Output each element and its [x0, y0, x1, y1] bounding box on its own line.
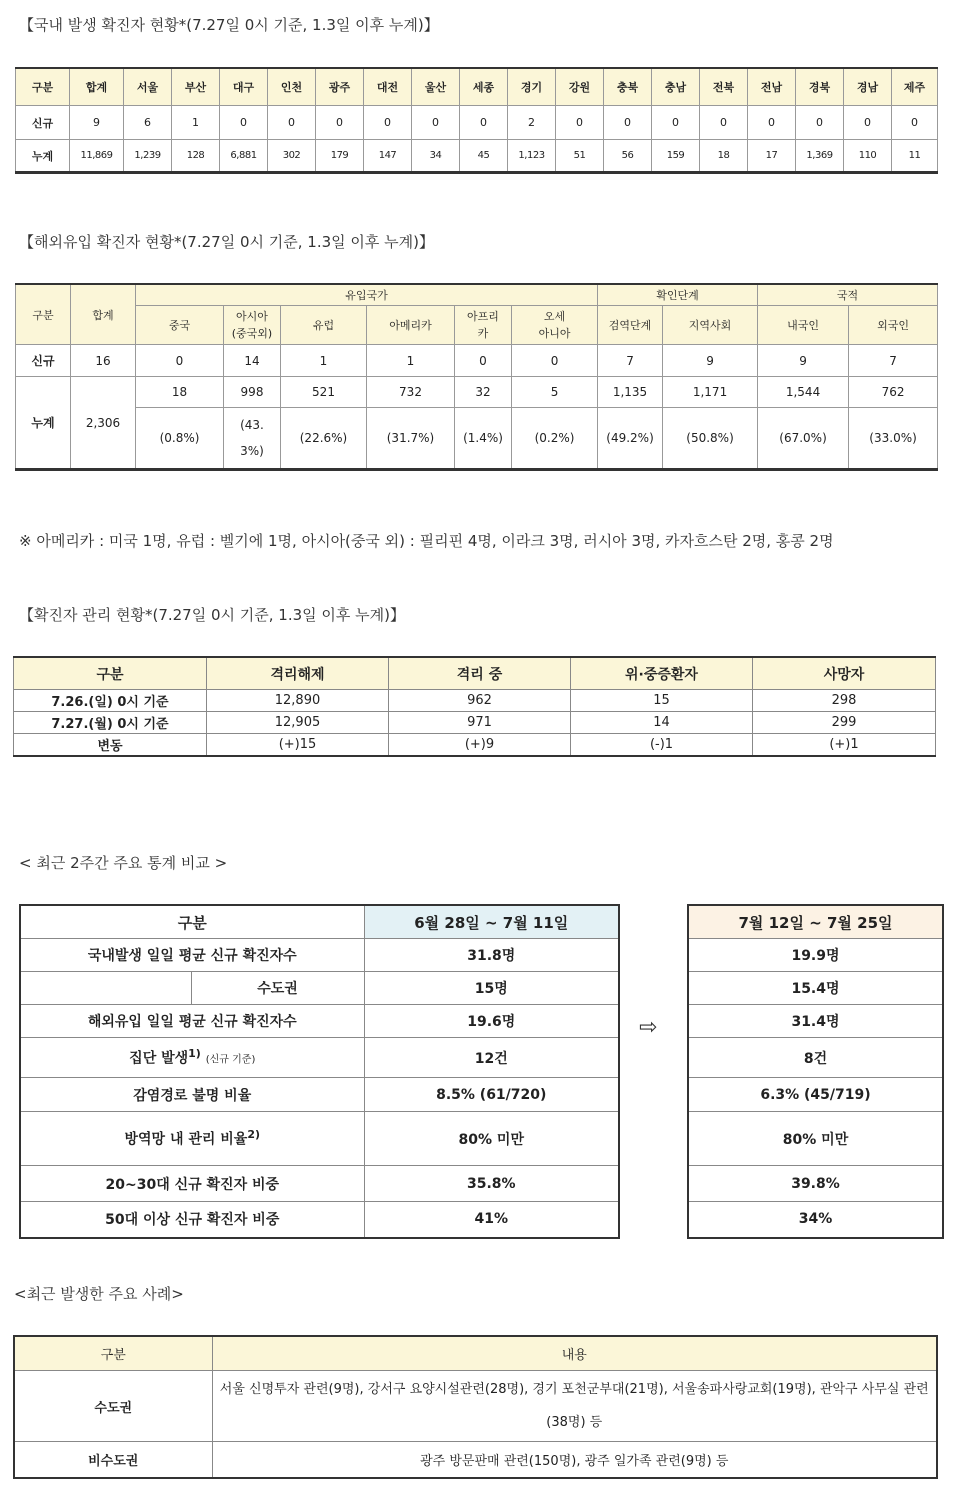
new-cell: 9: [663, 345, 758, 377]
header-confirm-stage: 확인단계: [598, 284, 758, 306]
cumulative-cell: 1,171: [663, 377, 758, 408]
row-label-cumulative: 누계: [16, 140, 70, 173]
header-community: 지역사회: [663, 306, 758, 345]
managed-ratio-p2: 80% 미만: [688, 1112, 943, 1166]
value-cell: (-)1: [571, 734, 753, 757]
header-cell: 구분: [16, 68, 70, 106]
row-label: 7.27.(월) 0시 기준: [14, 712, 207, 734]
value-cell: 299: [753, 712, 936, 734]
row-domestic-daily-avg: 국내발생 일일 평균 신규 확진자수: [20, 939, 364, 972]
new-cell: 2: [508, 106, 556, 140]
new-cell: 1: [172, 106, 220, 140]
header-cell: 전남: [748, 68, 796, 106]
imported-cases-table: [15, 283, 938, 471]
comparison-title: < 최근 2주간 주요 통계 비교 >: [19, 854, 228, 872]
value-cell: 298: [753, 690, 936, 712]
cumulative-pct-cell: (67.0%): [758, 408, 849, 470]
new-cell: 0: [220, 106, 268, 140]
cumulative-cell: 128: [172, 140, 220, 173]
cumulative-cell: 11,869: [70, 140, 124, 173]
new-cell: 0: [460, 106, 508, 140]
capital-area-cases: 서울 신명투자 관련(9명), 강서구 요양시설관련(28명), 경기 포천군부대(21명), 서울송파사랑교회(19명), 관악구 사무실 관련(38명) 등: [212, 1371, 937, 1442]
new-cell: 0: [796, 106, 844, 140]
row-managed-ratio: 방역망 내 관리 비율$^{2)}$: [20, 1112, 364, 1166]
new-cell: 0: [652, 106, 700, 140]
capital-area-p2: 15.4명: [688, 972, 943, 1005]
header-nationality: 국적: [758, 284, 938, 306]
row-imported-daily-avg: 해외유입 일일 평균 신규 확진자수: [20, 1005, 364, 1038]
cumulative-cell: 147: [364, 140, 412, 173]
imported-note: ※ 아메리카 : 미국 1명, 유럽 : 벨기에 1명, 아시아(중국 외) : 필리핀 4명, 이라크 3명, 러시아 3명, 카자흐스탄 2명, 홍콩 2명: [19, 532, 834, 550]
cumulative-pct-cell: (22.6%): [281, 408, 367, 470]
header-cell: 경기: [508, 68, 556, 106]
domestic-cases-title: 【국내 발생 확진자 현황*(7.27일 0시 기준, 1.3일 이후 누계)】: [19, 16, 439, 34]
cumulative-cell: 762: [849, 377, 938, 408]
header-europe: 유럽: [281, 306, 367, 345]
new-cell: 0: [604, 106, 652, 140]
header-period1: 6월 28일 ~ 7월 11일: [364, 905, 619, 939]
cumulative-pct-cell: (0.8%): [136, 408, 224, 470]
cumulative-pct-cell: (49.2%): [598, 408, 663, 470]
header-cell: 광주: [316, 68, 364, 106]
cumulative-pct-cell: (1.4%): [455, 408, 512, 470]
domestic-daily-avg-p2: 19.9명: [688, 939, 943, 972]
header-america: 아메리카: [367, 306, 455, 345]
cumulative-cell: 56: [604, 140, 652, 173]
right-arrow-icon: ⇨: [639, 1015, 658, 1040]
row-20s30s-share: 20~30대 신규 확진자 비중: [20, 1166, 364, 1202]
new-cell: 0: [455, 345, 512, 377]
header-cell: 대전: [364, 68, 412, 106]
value-cell: 971: [389, 712, 571, 734]
cumulative-pct-cell: (43. 3%): [224, 408, 281, 470]
new-cell: 0: [512, 345, 598, 377]
cumulative-cell: 110: [844, 140, 892, 173]
cumulative-pct-cell: (50.8%): [663, 408, 758, 470]
header-cell: 사망자: [753, 657, 936, 690]
row-label-new: 신규: [16, 345, 71, 377]
cluster-outbreak-p2: 8건: [688, 1038, 943, 1078]
cumulative-cell: 1,369: [796, 140, 844, 173]
header-origin-country: 유입국가: [136, 284, 598, 306]
cumulative-cell: 1,544: [758, 377, 849, 408]
20s30s-share-p1: 35.8%: [364, 1166, 619, 1202]
management-table: [13, 656, 936, 757]
header-africa: 아프리 카: [455, 306, 512, 345]
cumulative-cell: 5: [512, 377, 598, 408]
new-cell: 9: [70, 106, 124, 140]
cumulative-cell: 521: [281, 377, 367, 408]
50plus-share-p2: 34%: [688, 1202, 943, 1238]
new-cell: 0: [136, 345, 224, 377]
cumulative-cell: 732: [367, 377, 455, 408]
new-cell: 0: [316, 106, 364, 140]
cumulative-cell: 18: [136, 377, 224, 408]
header-content: 내용: [212, 1336, 937, 1371]
empty-cell: [20, 972, 191, 1005]
new-cell: 0: [700, 106, 748, 140]
header-cell: 인천: [268, 68, 316, 106]
header-cell: 서울: [124, 68, 172, 106]
new-cell: 0: [268, 106, 316, 140]
value-cell: 12,905: [207, 712, 389, 734]
row-label: 7.26.(일) 0시 기준: [14, 690, 207, 712]
imported-daily-avg-p2: 31.4명: [688, 1005, 943, 1038]
header-cell: 위·중증환자: [571, 657, 753, 690]
new-cell: 0: [748, 106, 796, 140]
header-cell: 세종: [460, 68, 508, 106]
cumulative-cell: 45: [460, 140, 508, 173]
50plus-share-p1: 41%: [364, 1202, 619, 1238]
row-capital-area: 수도권: [14, 1371, 212, 1442]
value-cell: (+)1: [753, 734, 936, 757]
header-category: 구분: [16, 284, 71, 345]
header-period2: 7월 12일 ~ 7월 25일: [688, 905, 943, 939]
capital-area-p1: 15명: [364, 972, 619, 1005]
header-cell: 제주: [892, 68, 938, 106]
header-cell: 충북: [604, 68, 652, 106]
cumulative-cell: 1,135: [598, 377, 663, 408]
new-cell: 0: [844, 106, 892, 140]
imported-cases-title: 【해외유입 확진자 현황*(7.27일 0시 기준, 1.3일 이후 누계)】: [19, 233, 434, 251]
cumulative-cell: 11: [892, 140, 938, 173]
cumulative-cell: 302: [268, 140, 316, 173]
new-cell: 9: [758, 345, 849, 377]
header-quarantine-stage: 검역단계: [598, 306, 663, 345]
value-cell: (+)9: [389, 734, 571, 757]
row-cluster-outbreak: 집단 발생$^{1)}$ (신규 기준): [20, 1038, 364, 1078]
cluster-outbreak-p1: 12건: [364, 1038, 619, 1078]
cumulative-pct-cell: (0.2%): [512, 408, 598, 470]
20s30s-share-p2: 39.8%: [688, 1166, 943, 1202]
header-cell: 격리 중: [389, 657, 571, 690]
header-korean: 내국인: [758, 306, 849, 345]
header-total: 합계: [71, 284, 136, 345]
header-oceania: 오세 아니아: [512, 306, 598, 345]
row-50plus-share: 50대 이상 신규 확진자 비중: [20, 1202, 364, 1238]
row-unknown-route-ratio: 감염경로 불명 비율: [20, 1078, 364, 1112]
header-cell: 구분: [14, 657, 207, 690]
management-title: 【확진자 관리 현황*(7.27일 0시 기준, 1.3일 이후 누계)】: [19, 606, 405, 624]
new-cell: 1: [281, 345, 367, 377]
domestic-daily-avg-p1: 31.8명: [364, 939, 619, 972]
header-category: 구분: [20, 905, 364, 939]
header-cell: 경남: [844, 68, 892, 106]
recent-cases-title: <최근 발생한 주요 사례>: [14, 1285, 184, 1303]
cumulative-cell: 159: [652, 140, 700, 173]
new-cell: 14: [224, 345, 281, 377]
new-cell: 0: [892, 106, 938, 140]
cumulative-pct-cell: (33.0%): [849, 408, 938, 470]
cumulative-cell: 998: [224, 377, 281, 408]
new-cell: 0: [412, 106, 460, 140]
new-cell: 0: [364, 106, 412, 140]
header-cell: 합계: [70, 68, 124, 106]
row-label: 변동: [14, 734, 207, 757]
comparison-table-period2: [687, 904, 944, 1239]
header-china: 중국: [136, 306, 224, 345]
cumulative-cell: 6,881: [220, 140, 268, 173]
header-cell: 전북: [700, 68, 748, 106]
cumulative-cell: 1,123: [508, 140, 556, 173]
domestic-cases-table: [15, 67, 938, 174]
cumulative-pct-cell: (31.7%): [367, 408, 455, 470]
row-label-cumulative: 누계: [16, 377, 71, 470]
new-cell: 7: [598, 345, 663, 377]
value-cell: (+)15: [207, 734, 389, 757]
comparison-table-period1: [19, 904, 620, 1239]
new-cell: 1: [367, 345, 455, 377]
header-cell: 울산: [412, 68, 460, 106]
new-cell: 6: [124, 106, 172, 140]
header-cell: 격리해제: [207, 657, 389, 690]
header-cell: 강원: [556, 68, 604, 106]
cumulative-total: 2,306: [71, 377, 136, 470]
cumulative-cell: 32: [455, 377, 512, 408]
managed-ratio-p1: 80% 미만: [364, 1112, 619, 1166]
header-foreigner: 외국인: [849, 306, 938, 345]
cumulative-cell: 17: [748, 140, 796, 173]
recent-cases-table: [13, 1335, 938, 1479]
new-cell: 16: [71, 345, 136, 377]
new-cell: 0: [556, 106, 604, 140]
header-cell: 경북: [796, 68, 844, 106]
header-cell: 충남: [652, 68, 700, 106]
row-label-new: 신규: [16, 106, 70, 140]
row-non-capital-area: 비수도권: [14, 1442, 212, 1478]
header-cell: 대구: [220, 68, 268, 106]
header-cell: 부산: [172, 68, 220, 106]
header-category: 구분: [14, 1336, 212, 1371]
value-cell: 15: [571, 690, 753, 712]
row-capital-area: 수도권: [191, 972, 364, 1005]
unknown-route-ratio-p2: 6.3% (45/719): [688, 1078, 943, 1112]
cumulative-cell: 179: [316, 140, 364, 173]
value-cell: 12,890: [207, 690, 389, 712]
value-cell: 962: [389, 690, 571, 712]
cumulative-cell: 1,239: [124, 140, 172, 173]
value-cell: 14: [571, 712, 753, 734]
cumulative-cell: 51: [556, 140, 604, 173]
cumulative-cell: 34: [412, 140, 460, 173]
non-capital-area-cases: 광주 방문판매 관련(150명), 광주 일가족 관련(9명) 등: [212, 1442, 937, 1478]
unknown-route-ratio-p1: 8.5% (61/720): [364, 1078, 619, 1112]
new-cell: 7: [849, 345, 938, 377]
imported-daily-avg-p1: 19.6명: [364, 1005, 619, 1038]
cumulative-cell: 18: [700, 140, 748, 173]
header-asia: 아시아 (중국외): [224, 306, 281, 345]
